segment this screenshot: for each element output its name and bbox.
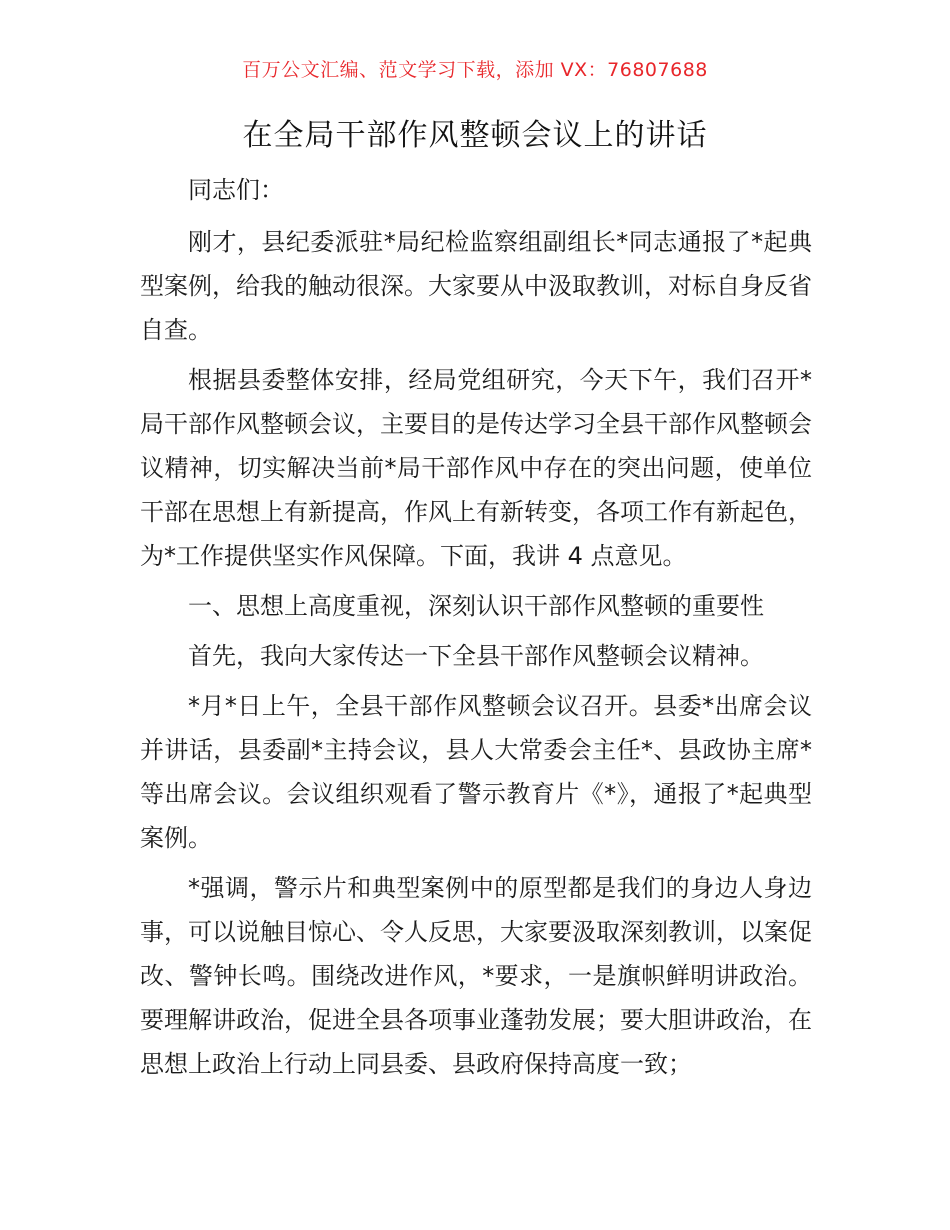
paragraph-5: *强调，警示片和典型案例中的原型都是我们的身边人身边事，可以说触目惊心、令人反思，大家要汲取深刻教训，以案促改、警钟长鸣。围绕改进作风，*要求，一是旗帜鲜明讲政治。要理解讲政治，促进全县各项事业蓬勃发展；要大胆讲政治，在思想上政治上行动上同县委、县政府保持高度一致； xyxy=(140,874,812,1078)
section-heading-1: 一、思想上高度重视，深刻认识干部作风整顿的重要性 xyxy=(188,592,764,620)
paragraph-1: 刚才，县纪委派驻*局纪检监察组副组长*同志通报了*起典型案例，给我的触动很深。大家要从中汲取教训，对标自身反省自查。 xyxy=(140,228,812,344)
document-body xyxy=(140,168,812,1092)
document-title: 在全局干部作风整顿会议上的讲话 xyxy=(242,118,708,153)
paragraph-4: *月*日上午，全县干部作风整顿会议召开。县委*出席会议并讲话，县委副*主持会议，县人大常委会主任*、县政协主席*等出席会议。会议组织观看了警示教育片《*》，通报了*起典型案例。 xyxy=(140,692,812,852)
paragraph-3: 首先，我向大家传达一下全县干部作风整顿会议精神。 xyxy=(188,642,764,670)
watermark-header: 百万公文汇编、范文学习下载，添加 VX：76807688 xyxy=(242,59,708,81)
salutation: 同志们： xyxy=(188,176,284,204)
paragraph-2: 根据县委整体安排，经局党组研究，今天下午，我们召开*局干部作风整顿会议，主要目的是传达学习全县干部作风整顿会议精神，切实解决当前*局干部作风中存在的突出问题，使单位干部在思想上有新提高，作风上有新转变，各项工作有新起色，为*工作提供坚实作风保障。下面，我讲 4 点意见。 xyxy=(140,366,812,570)
